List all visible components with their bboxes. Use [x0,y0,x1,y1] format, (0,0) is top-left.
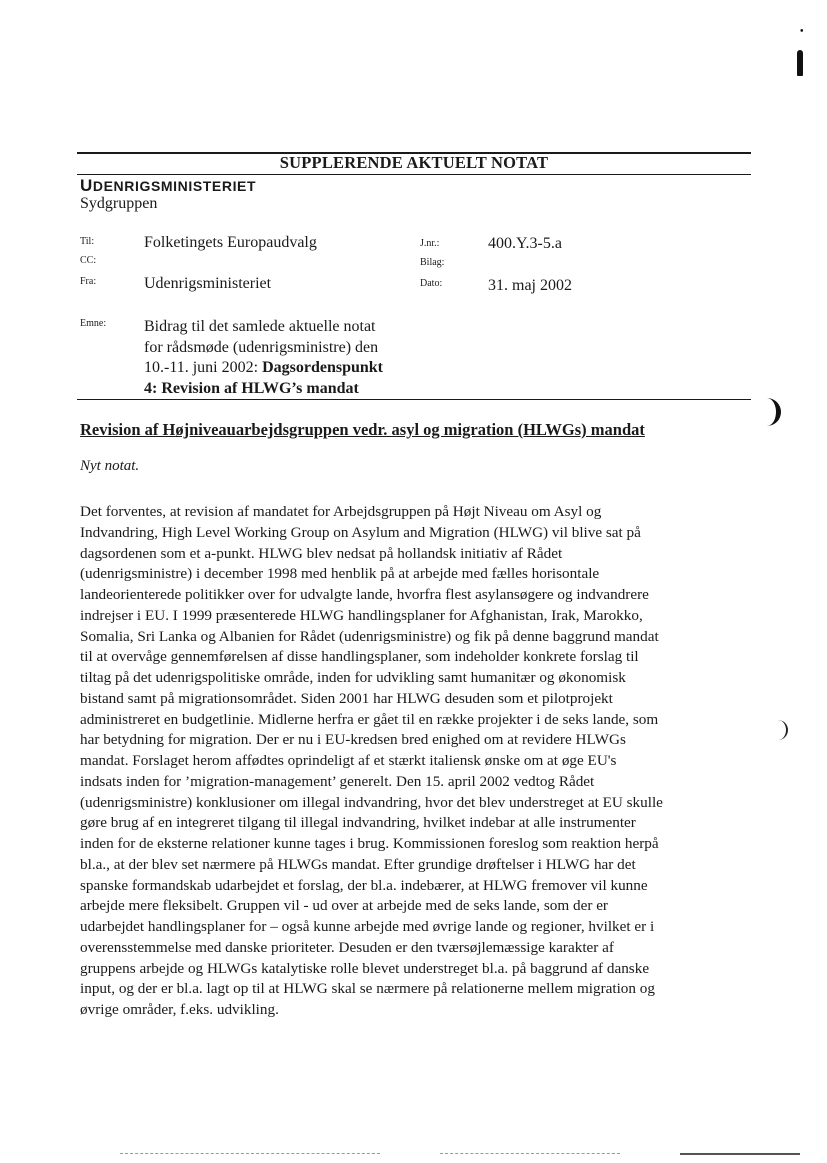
body-line: arbejde mere fleksibelt. Gruppen vil - ud over at arbejde med de seks lande, som der er [80,897,608,915]
til-value: Folketingets Europaudvalg [144,234,317,251]
body-line: mandat. Forslaget herom affødtes oprindeligt af et stærkt italiensk ønske om at øge EU's [80,752,617,769]
body-line: overensstemmelse med danske prioriteter. Desuden er den tværsøjlemæssige karakter af [80,938,614,956]
section-divider-rule [77,399,751,400]
document-title: SUPPLERENDE AKTUELT NOTAT [279,153,549,172]
subject-line-4 [144,379,414,400]
body-line: inden for de eksterne relationer kunne tages i brug. Kommissionen foreslog som reaktion herpå [80,835,659,852]
scan-mark-top-right: • [800,26,804,37]
jnr-value: 400.Y.3-5.a [488,235,562,252]
jnr-label: J.nr.: [420,238,440,249]
subject-line-1: Bidrag til det samlede aktuelle notat [144,318,376,335]
body-line: indrejser i EU. I 1999 præsenterede HLWG handlingsplaner for Afghanistan, Irak, Marokko, [80,606,643,624]
scan-mark-paren-1 [766,398,781,426]
body-line: (udenrigsministre) konklusioner om illegal indvandring, hvor det blev understreget at EU skulle [80,793,663,811]
body-line: administreret en budgetlinie. Midlerne herfra er gået til en række projekter i de seks lande, som [80,710,659,728]
scan-dots-bottom-2 [440,1153,620,1154]
body-line: udarbejdet handlingsplaner for – også kunne arbejde med øvrige lande og regioner, hvilket er i [80,918,655,935]
body-line: øvrige områder, f.eks. udvikling. [80,1001,279,1018]
body-line: Indvandring, High Level Working Group on Asylum and Migration (HLWG) vil blive sat på [80,523,641,541]
body-line: Det forventes, at revision af mandatet for Arbejdsgruppen på Højt Niveau om Asyl og [80,503,602,520]
ministry-initial: U [80,176,93,195]
cc-label: CC: [80,255,97,266]
body-line: Somalia, Sri Lanka og Albanien for Rådet (udenrigsministre) og fik på denne baggrund mandat [80,627,659,645]
fra-label: Fra: [80,276,97,287]
fra-value: Udenrigsministeriet [144,275,272,292]
header-title-rule [77,174,751,175]
body-paragraph [80,502,750,1021]
body-line: har betydning for migration. Der er nu i EU-kredsen bred enighed om at revidere HLWGs [80,731,626,749]
scan-mark-tick [797,50,803,76]
scan-dots-bottom-3 [680,1153,800,1155]
ministry-name [80,176,256,196]
department-name: Sydgruppen [80,195,158,212]
til-label: Til: [80,236,95,247]
section-title: Revision af Højniveauarbejdsgruppen vedr. asyl og migration (HLWGs) mandat [80,420,645,439]
bilag-label: Bilag: [420,257,445,268]
body-line: landeorienterede politikker over for udvalgte lande, hvorfra flest asylansøgere og indvandrere [80,586,649,603]
body-line: spanske formandskab udarbejdet et forslag, der bl.a. indebærer, at HLWG fremover vil kunne [80,876,648,894]
emne-label: Emne: [80,318,107,329]
body-line: gruppens arbejde og HLWGs katalytiske rolle blevet understreget bl.a. på baggrund af danske [80,959,650,977]
note-label: Nyt notat. [80,458,140,474]
body-line: bl.a., at der blev set nærmere på HLWGs mandat. Efter grundige drøftelser i HLWG har det [80,855,636,873]
subject-line-2: for rådsmøde (udenrigsministre) den [144,338,379,356]
subject-text [144,317,414,399]
scan-dots-bottom-1 [120,1153,380,1154]
body-line: indsats inden for ’migration-management’ generelt. Den 15. april 2002 vedtog Rådet [80,772,595,790]
subject-line-3-bold: Dagsordenspunkt [262,359,384,376]
body-line: dagsordenen som et a-punkt. HLWG blev nedsat på hollandsk initiativ af Rådet [80,544,563,562]
dato-label: Dato: [420,278,443,289]
scan-mark-paren-2 [778,720,788,740]
body-line: til at overvåge gennemførelsen af disse handlingsplaner, som indeholder konkrete forslag til [80,648,639,666]
body-line: gøre brug af en integreret tilgang til illegal indvandring, hvilket indebar at alle instrumenter [80,814,636,832]
body-line: bistand samt på migrationsområdet. Siden 2001 har HLWG desuden som et pilotprojekt [80,689,613,707]
ministry-rest: DENRIGSMINISTERIET [92,178,257,194]
body-line: input, og der er bl.a. lagt op til at HLWG skal se nærmere på relationerne mellem migration og [80,980,655,998]
body-line: tiltag på det udenrigspolitiske område, inden for udvikling samt humanitær og økonomisk [80,669,626,686]
body-line: (udenrigsministre) i december 1998 med henblik på at arbejde med fælles horisontale [80,565,600,583]
subject-line-3-text: 10.-11. juni 2002: [144,359,263,376]
subject-line-4-bold: 4: Revision af HLWG’s mandat [144,379,359,397]
dato-value: 31. maj 2002 [488,277,572,294]
subject-line-3 [144,358,414,379]
